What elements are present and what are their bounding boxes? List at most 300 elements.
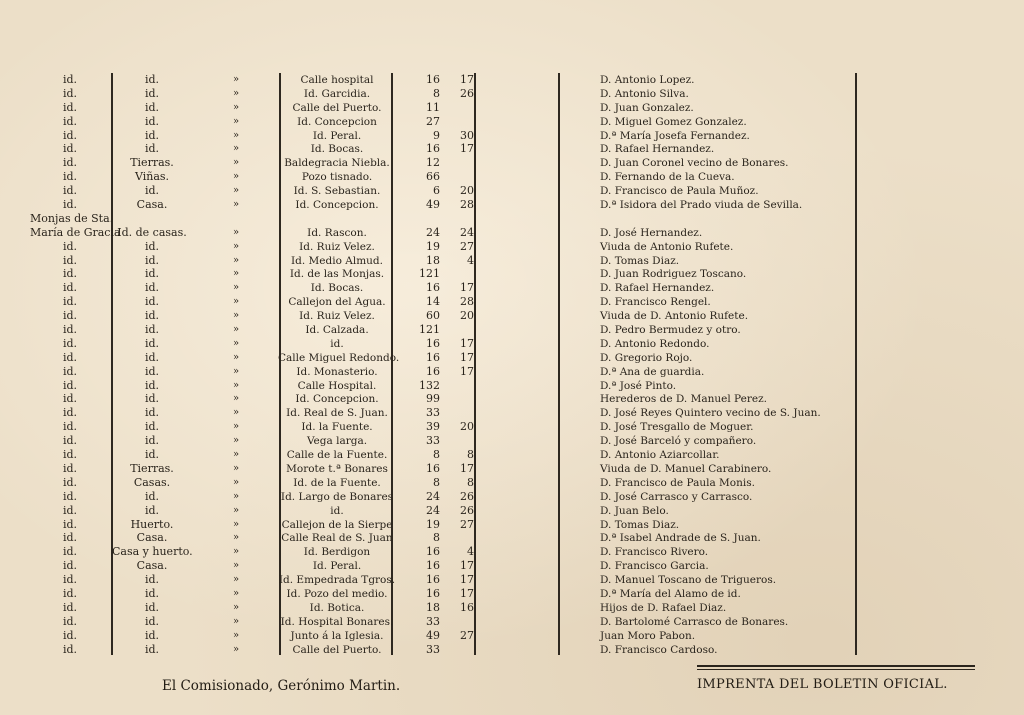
table-row [30,115,860,129]
street-cell: Id. Hospital Bonares. [280,615,394,628]
property-type-cell: id. [144,489,160,503]
street-cell: Calle del Puerto. [292,643,382,656]
amount-cell: 16 [426,281,440,295]
tenant-cell: Hijos de D. Rafael Diaz. [600,601,727,614]
table-row [30,295,860,309]
owner-cell: id. [62,503,78,517]
street-cell: Morote t.ª Bonares [286,462,388,475]
tenant-cell: D. Antonio Silva. [600,87,689,100]
owner-cell: id. [62,323,78,337]
property-type-cell: id. [144,614,160,628]
amount-cents-cell: 8 [467,448,474,462]
owner-cell: id. [62,420,78,434]
table-row [30,226,860,240]
amount-cell: 12 [426,156,440,170]
owner-cell: id. [62,600,78,614]
ditto-mark: » [232,157,240,169]
amount-cell: 16 [426,336,440,350]
amount-cents-cell: 17 [460,336,474,350]
owner-cell: id. [62,73,78,86]
table-row [30,559,860,573]
table-row [30,392,860,406]
property-type-cell: Tierras. [130,461,174,475]
tenant-cell: D. José Barceló y compañero. [600,435,757,448]
owner-cell: id. [62,114,78,128]
amount-cents-cell: 17 [460,559,474,573]
amount-cents-cell: 27 [460,239,474,253]
amount-cents-cell: 17 [460,364,474,378]
property-type-cell: id. [144,281,160,295]
amount-cell: 19 [426,517,440,531]
table-row [30,351,860,365]
owner-cell: id. [62,128,78,142]
amount-cents-cell: 24 [460,225,474,239]
property-type-cell: id. [144,295,160,309]
ditto-mark: » [232,601,240,613]
ditto-mark: » [232,449,240,461]
property-type-cell: id. [144,309,160,323]
tenant-cell: D. Gregorio Rojo. [600,351,693,364]
ditto-mark: » [232,560,240,572]
amount-cell: 49 [426,198,440,212]
property-type-cell: id. [144,128,160,142]
ditto-mark: » [232,268,240,280]
street-cell: Callejon del Agua. [288,296,386,309]
street-cell: Id. Bocas. [310,282,364,295]
ditto-mark: » [232,476,240,488]
street-cell: Calle Miguel Redondo. [278,351,400,364]
amount-cell: 18 [426,253,440,267]
property-type-cell: Tierras. [130,156,174,170]
ditto-mark: » [232,240,240,252]
table-row [30,198,860,212]
tenant-cell: Viuda de D. Manuel Carabinero. [600,462,772,475]
ditto-mark: » [232,643,240,655]
ditto-mark: » [232,393,240,405]
amount-cell: 8 [433,86,440,100]
street-cell: Calle Real de S. Juan [281,532,393,545]
amount-cents-cell: 17 [460,350,474,364]
tenant-cell: D.ª Isabel Andrade de S. Juan. [600,532,761,545]
table-row [30,420,860,434]
table-row [30,156,860,170]
tenant-cell: D. Rafael Hernandez. [600,282,715,295]
table-row [30,518,860,532]
property-type-cell: id. [144,323,160,337]
amount-cents-cell: 28 [460,198,474,212]
street-cell: Id. Monasterio. [296,365,378,378]
property-type-cell: id. [144,239,160,253]
street-cell: Id. Largo de Bonares [280,490,394,503]
ditto-mark: » [232,351,240,363]
tenant-cell: D. José Hernandez. [600,226,703,239]
amount-cell: 33 [426,434,440,448]
table-row [30,212,860,226]
amount-cents-cell: 27 [460,517,474,531]
signature-line: El Comisionado, Gerónimo Martin. [162,678,401,694]
tenant-cell: D. Francisco de Paula Muñoz. [600,185,759,198]
street-cell: Id. Pozo del medio. [286,587,388,600]
street-cell: Id. de las Monjas. [289,268,385,281]
tenant-cell: D. Juan Rodriguez Toscano. [600,268,747,281]
owner-cell: id. [62,156,78,170]
owner-cell: id. [62,86,78,100]
table-row [30,615,860,629]
property-type-cell: id. [144,406,160,420]
tenant-cell: D. Juan Belo. [600,504,669,517]
table-row [30,309,860,323]
amount-cents-cell: 30 [460,128,474,142]
ditto-mark: » [232,435,240,447]
amount-cell: 60 [426,309,440,323]
table-row [30,476,860,490]
street-cell: Calle del Puerto. [292,101,382,114]
property-type-cell: id. [144,586,160,600]
owner-cell: id. [62,489,78,503]
amount-cents-cell: 17 [460,281,474,295]
ditto-mark: » [232,324,240,336]
owner-cell: id. [62,628,78,642]
amount-cell: 16 [426,461,440,475]
property-type-cell: Casas. [133,475,171,489]
property-type-cell: id. [144,364,160,378]
printer-imprint: IMPRENTA DEL BOLETIN OFICIAL. [697,677,948,692]
street-cell: Id. Real de S. Juan. [286,407,388,420]
street-cell: Pozo tisnado. [301,171,373,184]
table-row [30,643,860,657]
street-cell: Id. Peral. [312,560,362,573]
table-row [30,254,860,268]
table-row [30,406,860,420]
ditto-mark: » [232,421,240,433]
ditto-mark: » [232,587,240,599]
owner-cell: id. [62,392,78,406]
amount-cell: 33 [426,614,440,628]
property-type-cell: id. [144,100,160,114]
ditto-mark: » [232,254,240,266]
amount-cell: 49 [426,628,440,642]
property-type-cell: Casa y huerto. [112,545,193,559]
street-cell: Id. Botica. [309,601,365,614]
ditto-mark: » [232,490,240,502]
property-type-cell: id. [144,628,160,642]
tenant-cell: D. Tomas Diaz. [600,518,680,531]
property-type-cell: id. [144,350,160,364]
property-type-cell: id. [144,73,160,86]
ditto-mark: » [232,365,240,377]
property-type-cell: id. [144,184,160,198]
street-cell: Id. Empedrada Tgros. [278,574,396,587]
amount-cents-cell: 4 [467,253,474,267]
street-cell: Calle Hospital. [297,379,377,392]
owner-cell: id. [62,100,78,114]
table-row [30,240,860,254]
amount-cents-cell: 8 [467,475,474,489]
owner-cell: id. [62,336,78,350]
amount-cents-cell: 20 [460,420,474,434]
owner-cell: id. [62,573,78,587]
table-row [30,170,860,184]
tenant-cell: D. Antonio Lopez. [600,74,695,86]
tenant-cell: D. Francisco Rengel. [600,296,711,309]
table-row [30,101,860,115]
property-type-cell: Casa. [136,559,168,573]
tenant-cell: D. Rafael Hernandez. [600,143,715,156]
table-row [30,629,860,643]
tenant-cell: D. Antonio Redondo. [600,337,710,350]
ledger-table [30,73,860,656]
owner-cell: id. [62,545,78,559]
street-cell: Id. Concepcion. [295,199,379,212]
amount-cell: 24 [426,225,440,239]
table-row [30,545,860,559]
amount-cents-cell: 16 [460,600,474,614]
ditto-mark: » [232,310,240,322]
ditto-mark: » [232,74,240,85]
street-cell: Id. de la Fuente. [293,476,381,489]
amount-cell: 16 [426,573,440,587]
table-row [30,601,860,615]
ditto-mark: » [232,518,240,530]
amount-cents-cell: 26 [460,503,474,517]
owner-cell: id. [62,614,78,628]
table-row [30,87,860,101]
amount-cents-cell: 17 [460,73,474,86]
street-cell: Id. Bocas. [310,143,364,156]
owner-cell: id. [62,434,78,448]
tenant-cell: D. José Reyes Quintero vecino de S. Juan. [600,407,821,420]
owner-cell: id. [62,461,78,475]
tenant-cell: D.ª Ana de guardia. [600,365,705,378]
ditto-mark: » [232,171,240,183]
property-type-cell: id. [144,642,160,656]
amount-cents-cell: 27 [460,628,474,642]
tenant-cell: D. Francisco de Paula Monis. [600,476,755,489]
owner-cell: María de Gracia [30,225,121,239]
property-type-cell: id. [144,114,160,128]
tenant-cell: D.ª José Pinto. [600,379,677,392]
property-type-cell: id. [144,267,160,281]
amount-cents-cell: 17 [460,142,474,156]
tenant-cell: D. Miguel Gomez Gonzalez. [600,115,747,128]
table-row [30,365,860,379]
property-type-cell: Casa. [136,531,168,545]
tenant-cell: Juan Moro Pabon. [600,629,696,642]
ditto-mark: » [232,101,240,113]
amount-cell: 9 [433,128,440,142]
street-cell: id. [330,504,344,517]
owner-cell: id. [62,364,78,378]
table-row [30,184,860,198]
tenant-cell: D. Fernando de la Cueva. [600,171,735,184]
ditto-mark: » [232,379,240,391]
amount-cents-cell: 26 [460,86,474,100]
tenant-cell: D. Antonio Aziarcollar. [600,449,720,462]
street-cell: Calle hospital [300,74,374,86]
owner-cell: id. [62,642,78,656]
owner-cell: id. [62,559,78,573]
owner-cell: id. [62,281,78,295]
owner-cell: id. [62,295,78,309]
owner-cell: id. [62,586,78,600]
amount-cell: 16 [426,350,440,364]
table-row [30,434,860,448]
tenant-cell: D. Pedro Bermudez y otro. [600,324,741,337]
ditto-mark: » [232,504,240,516]
street-cell: Callejon de la Sierpe [281,518,393,531]
owner-cell: id. [62,309,78,323]
property-type-cell: id. [144,434,160,448]
street-cell: Calle de la Fuente. [286,449,388,462]
street-cell: Id. Ruiz Velez. [299,240,375,253]
property-type-cell: id. [144,420,160,434]
property-type-cell: id. [144,253,160,267]
amount-cell: 14 [426,295,440,309]
imprint-rule-thin [697,669,975,670]
table-row [30,281,860,295]
street-cell: Id. Ruiz Velez. [299,310,375,323]
tenant-cell: D. Bartolomé Carrasco de Bonares. [600,615,789,628]
ditto-mark: » [232,407,240,419]
table-row [30,587,860,601]
table-row [30,337,860,351]
tenant-cell: D.ª María del Alamo de id. [600,587,741,600]
tenant-cell: D. José Tresgallo de Moguer. [600,421,754,434]
owner-cell: id. [62,198,78,212]
owner-cell: id. [62,378,78,392]
tenant-cell: Viuda de Antonio Rufete. [600,240,734,253]
amount-cents-cell: 17 [460,573,474,587]
owner-cell: id. [62,170,78,184]
owner-cell: id. [62,517,78,531]
imprint-rule [697,665,975,667]
table-row [30,379,860,393]
tenant-cell: Viuda de D. Antonio Rufete. [600,310,749,323]
ditto-mark: » [232,546,240,558]
amount-cell: 8 [433,475,440,489]
amount-cents-cell: 26 [460,489,474,503]
tenant-cell: D. José Carrasco y Carrasco. [600,490,753,503]
tenant-cell: D. Juan Gonzalez. [600,101,694,114]
owner-cell: id. [62,531,78,545]
table-row [30,573,860,587]
owner-cell: id. [62,253,78,267]
property-type-cell: Huerto. [130,517,174,531]
ditto-mark: » [232,143,240,155]
amount-cell: 132 [419,378,440,392]
tenant-cell: D. Francisco Cardoso. [600,643,718,656]
property-type-cell: id. [144,392,160,406]
amount-cell: 24 [426,503,440,517]
amount-cell: 16 [426,545,440,559]
property-type-cell: Id. de casas. [117,225,187,239]
street-cell: Id. Medio Almud. [291,254,383,267]
amount-cents-cell: 17 [460,461,474,475]
table-row [30,490,860,504]
property-type-cell: id. [144,600,160,614]
street-cell: Vega larga. [306,435,368,448]
amount-cell: 27 [426,114,440,128]
property-type-cell: id. [144,142,160,156]
street-cell: Id. la Fuente. [301,421,373,434]
owner-cell: id. [62,142,78,156]
ditto-mark: » [232,199,240,211]
amount-cell: 16 [426,559,440,573]
owner-cell: id. [62,475,78,489]
tenant-cell: D. Manuel Toscano de Trigueros. [600,574,777,587]
table-row [30,323,860,337]
table-row [30,462,860,476]
amount-cell: 121 [419,323,440,337]
property-type-cell: id. [144,503,160,517]
ditto-mark: » [232,629,240,641]
table-row [30,448,860,462]
amount-cell: 39 [426,420,440,434]
table-row [30,531,860,545]
street-cell: Id. Concepcion. [295,393,379,406]
ditto-mark: » [232,462,240,474]
property-type-cell: id. [144,86,160,100]
amount-cents-cell: 20 [460,309,474,323]
street-cell: Id. Berdigon [303,546,371,559]
ditto-mark: » [232,185,240,197]
amount-cell: 11 [426,100,440,114]
ditto-mark: » [232,87,240,99]
property-type-cell: id. [144,378,160,392]
amount-cell: 33 [426,642,440,656]
owner-cell: Monjas de Sta. [30,211,114,225]
owner-cell: id. [62,406,78,420]
ditto-mark: » [232,226,240,238]
owner-cell: id. [62,448,78,462]
property-type-cell: Viñas. [134,170,170,184]
tenant-cell: D.ª María Josefa Fernandez. [600,129,750,142]
amount-cell: 6 [433,184,440,198]
amount-cents-cell: 17 [460,586,474,600]
amount-cents-cell: 4 [467,545,474,559]
tenant-cell: D. Tomas Diaz. [600,254,680,267]
ditto-mark: » [232,532,240,544]
amount-cell: 121 [419,267,440,281]
table-row [30,73,860,87]
table-row [30,129,860,143]
amount-cents-cell: 28 [460,295,474,309]
amount-cell: 16 [426,73,440,86]
street-cell: Id. Garcidia. [303,87,371,100]
amount-cell: 16 [426,364,440,378]
ditto-mark: » [232,574,240,586]
street-cell: Id. S. Sebastian. [293,185,381,198]
property-type-cell: id. [144,336,160,350]
amount-cell: 24 [426,489,440,503]
amount-cell: 16 [426,142,440,156]
owner-cell: id. [62,350,78,364]
property-type-cell: id. [144,448,160,462]
owner-cell: id. [62,239,78,253]
tenant-cell: D. Francisco Rivero. [600,546,709,559]
table-row [30,504,860,518]
amount-cell: 8 [433,531,440,545]
amount-cell: 18 [426,600,440,614]
amount-cell: 33 [426,406,440,420]
amount-cell: 99 [426,392,440,406]
tenant-cell: D. Juan Coronel vecino de Bonares. [600,157,789,170]
owner-cell: id. [62,267,78,281]
table-row [30,267,860,281]
street-cell: Id. Peral. [312,129,362,142]
tenant-cell: D.ª Isidora del Prado viuda de Sevilla. [600,199,803,212]
street-cell: Id. Calzada. [305,324,369,337]
